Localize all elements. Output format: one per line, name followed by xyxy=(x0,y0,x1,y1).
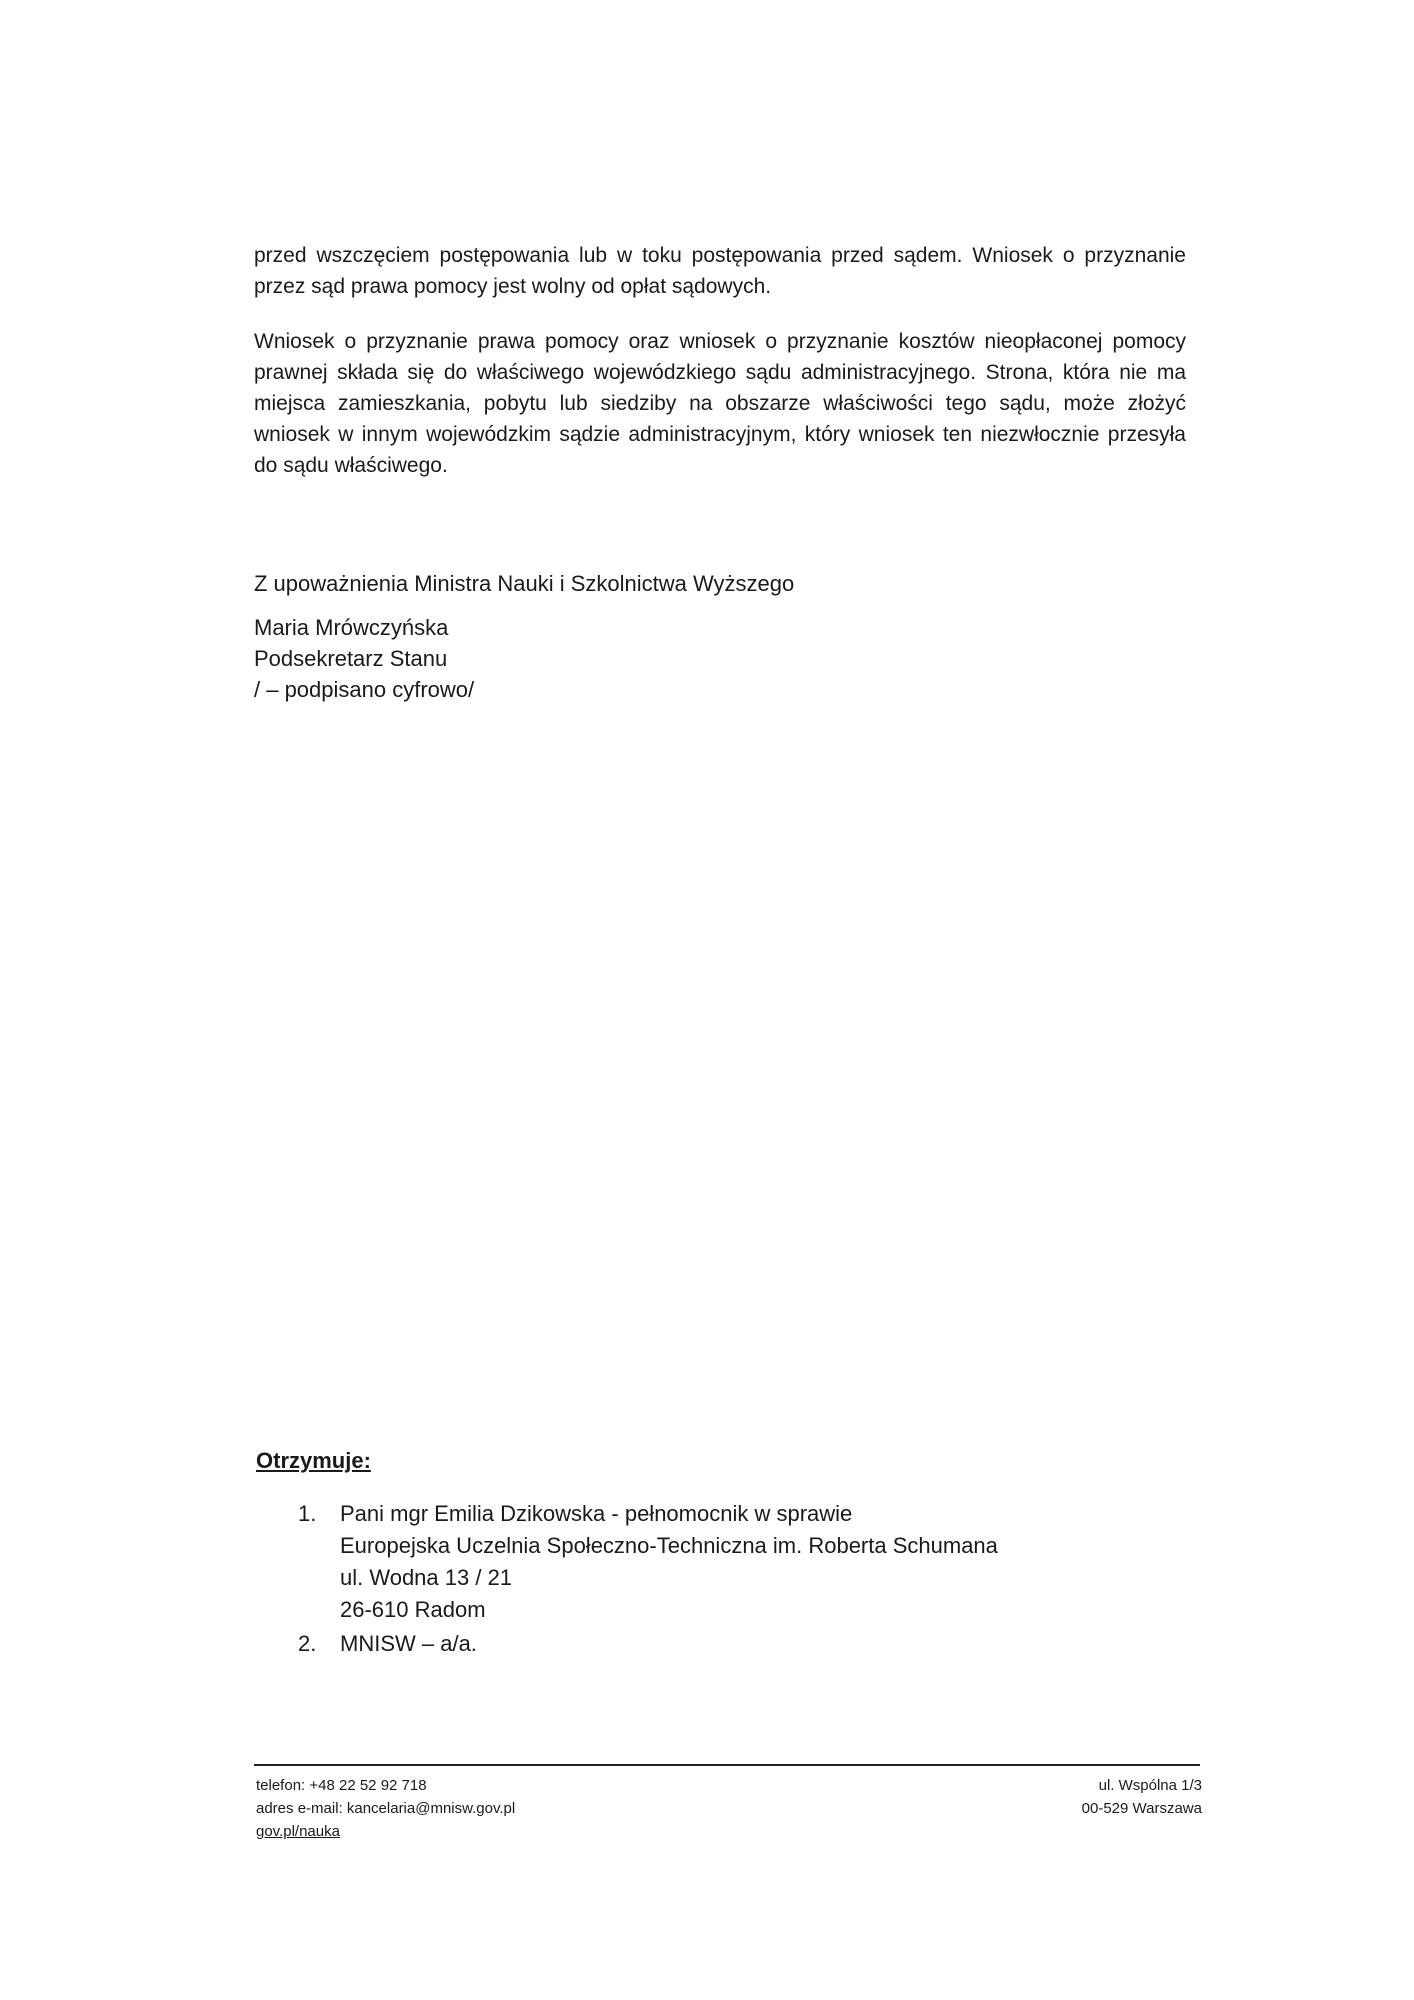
recipient-line: Europejska Uczelnia Społeczno-Techniczna im. Roberta Schumana xyxy=(340,1533,998,1558)
recipients-title: Otrzymuje: xyxy=(256,1448,371,1473)
signature-block xyxy=(254,612,474,705)
footer-website-link[interactable]: gov.pl/nauka xyxy=(256,1823,340,1840)
footer-street: ul. Wspólna 1/3 xyxy=(1098,1777,1202,1794)
recipient-item xyxy=(290,1628,1150,1660)
recipient-line: ul. Wodna 13 / 21 xyxy=(340,1565,513,1590)
recipient-line: Pani mgr Emilia Dzikowska - pełnomocnik w sprawie xyxy=(340,1501,853,1526)
footer-email: adres e-mail: kancelaria@mnisw.gov.pl xyxy=(256,1800,516,1817)
recipient-line: 26-610 Radom xyxy=(340,1597,486,1622)
recipient-item xyxy=(290,1498,1150,1626)
signature-authority: Z upoważnienia Ministra Nauki i Szkolnictwa Wyższego xyxy=(254,571,795,596)
footer-address xyxy=(1082,1774,1202,1820)
recipient-number: 2. xyxy=(298,1631,317,1656)
footer-city: 00-529 Warszawa xyxy=(1081,1800,1202,1817)
digital-signature-note: / – podpisano cyfrowo/ xyxy=(254,677,475,702)
body-paragraph-2: Wniosek o przyznanie prawa pomocy oraz wniosek o przyznanie kosztów nieopłaconej pomocy prawnej składa się do właściwego wojewódzkiego sądu administracyjnego. Strona, która nie ma miejsca zamieszkania, pobytu lub siedziby na obszarze właściwości tego sądu, może złożyć wniosek w innym wojewódzkim sądzie administracyjnym, który wniosek ten niezwłocznie przesyła do sądu właściwego. xyxy=(254,330,1186,477)
recipient-number: 1. xyxy=(298,1501,317,1526)
recipients-list xyxy=(290,1498,1150,1662)
recipient-line: MNISW – a/a. xyxy=(340,1631,477,1656)
signatory-position: Podsekretarz Stanu xyxy=(254,646,448,671)
footer-divider xyxy=(254,1764,1200,1766)
footer-phone: telefon: +48 22 52 92 718 xyxy=(256,1777,427,1794)
signatory-name: Maria Mrówczyńska xyxy=(254,615,449,640)
body-paragraph-1: przed wszczęciem postępowania lub w toku postępowania przed sądem. Wniosek o przyznanie przez sąd prawa pomocy jest wolny od opłat sądowych. xyxy=(254,244,1186,298)
footer-contact xyxy=(256,1774,515,1843)
